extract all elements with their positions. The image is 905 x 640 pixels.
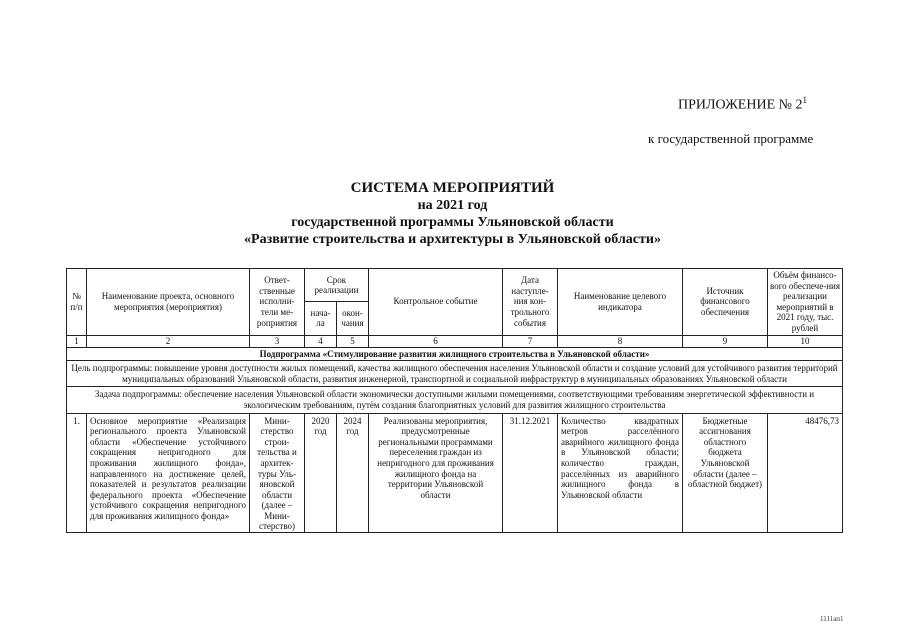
header-row bbox=[67, 269, 843, 302]
header-period-end: окон-чания bbox=[337, 302, 369, 335]
column-number: 1 bbox=[67, 335, 87, 347]
title-line-4: «Развитие строительства и архитектуры в Ульяновской области» bbox=[244, 232, 661, 247]
row-date: 31.12.2021 bbox=[503, 413, 558, 533]
subprogram-task: Задача подпрограммы: обеспечение населения Ульяновской области экономически доступными жилыми помещениями, соответствующими требованиям энергетической эффективности и экологическим требованиям, путём создания благоприятных условий для развития жилищного строительства bbox=[67, 387, 843, 413]
column-number: 5 bbox=[337, 335, 369, 347]
document-title bbox=[0, 180, 905, 248]
goal-row bbox=[67, 361, 843, 387]
row-measure-name: Основное мероприятие «Реализация регионального проекта Ульяновской области «Обеспечение устойчивого сокращения непригодного для проживания жилищного фонда», направленного на достижение целей, показателей и результатов реализации федерального проекта «Обеспечение устойчивого сокращения непригодного для проживания жилищного фонда» bbox=[87, 413, 250, 533]
title-line-2: на 2021 год bbox=[417, 198, 488, 213]
header-date: Дата наступле-ния кон-трольного события bbox=[503, 269, 558, 336]
column-number: 9 bbox=[683, 335, 768, 347]
table-row bbox=[67, 413, 843, 533]
header-amount: Объём финансо-вого обеспече-ния реализации мероприятий в 2021 году, тыс. рублей bbox=[768, 269, 843, 336]
title-line-3: государственной программы Ульяновской области bbox=[291, 215, 614, 230]
column-number: 6 bbox=[369, 335, 503, 347]
appendix-superscript: 1 bbox=[802, 95, 807, 105]
header-executors: Ответ-ственные исполни-тели ме-роприятия bbox=[250, 269, 305, 336]
row-executor: Мини-стерство строи-тельства и архитек-туры Уль-яновской области (далее – Мини-стерство) bbox=[250, 413, 305, 533]
header-source: Источник финансового обеспечения bbox=[683, 269, 768, 336]
subprogram-goal: Цель подпрограммы: повышение уровня доступности жилых помещений, качества жилищного обеспечения населения Ульяновской области и создание условий для устойчивого развития территорий муниципальных образований Ульяновской области, развития инженерной, транспортной и социальной инфраструктур в муниципальных образованиях Ульяновской области bbox=[67, 361, 843, 387]
task-row bbox=[67, 387, 843, 413]
title-line-1: СИСТЕМА МЕРОПРИЯТИЙ bbox=[350, 180, 555, 196]
row-num: 1. bbox=[67, 413, 87, 533]
column-number: 8 bbox=[558, 335, 683, 347]
measures-table bbox=[66, 268, 843, 533]
appendix-subtitle: к государственной программе bbox=[648, 131, 814, 146]
row-event: Реализованы мероприятия, предусмотренные региональными программами переселения граждан из непригодного для проживания жилищного фонда на территории Ульяновской области bbox=[369, 413, 503, 533]
header-period-start: нача-ла bbox=[305, 302, 337, 335]
column-number: 3 bbox=[250, 335, 305, 347]
header-num: № п/п bbox=[67, 269, 87, 336]
appendix-title-text: ПРИЛОЖЕНИЕ № 2 bbox=[678, 97, 803, 113]
subprogram-title: Подпрограмма «Стимулирование развития жилищного строительства в Ульяновской области» bbox=[67, 347, 843, 361]
row-start: 2020 год bbox=[305, 413, 337, 533]
column-number: 2 bbox=[87, 335, 250, 347]
header-indicator: Наименование целевого индикатора bbox=[558, 269, 683, 336]
row-source: Бюджетные ассигнования областного бюджета Ульяновской области (далее – областной бюджет) bbox=[683, 413, 768, 533]
row-indicator: Количество квадратных метров расселённого аварийного жилищного фонда в Ульяновской области; количество граждан, расселённых из аварийного жилищного фонда в Ульяновской области bbox=[558, 413, 683, 533]
column-number-row bbox=[67, 335, 843, 347]
header-event: Контрольное событие bbox=[369, 269, 503, 336]
subprogram-row bbox=[67, 347, 843, 361]
row-amount: 48476,73 bbox=[768, 413, 843, 533]
header-name: Наименование проекта, основного мероприятия (мероприятия) bbox=[87, 269, 250, 336]
column-number: 4 bbox=[305, 335, 337, 347]
column-number: 7 bbox=[503, 335, 558, 347]
row-end: 2024 год bbox=[337, 413, 369, 533]
column-number: 10 bbox=[768, 335, 843, 347]
appendix-title bbox=[678, 95, 807, 114]
header-period: Срок реализации bbox=[305, 269, 369, 302]
page-footnote: 1111ап1 bbox=[820, 615, 844, 623]
